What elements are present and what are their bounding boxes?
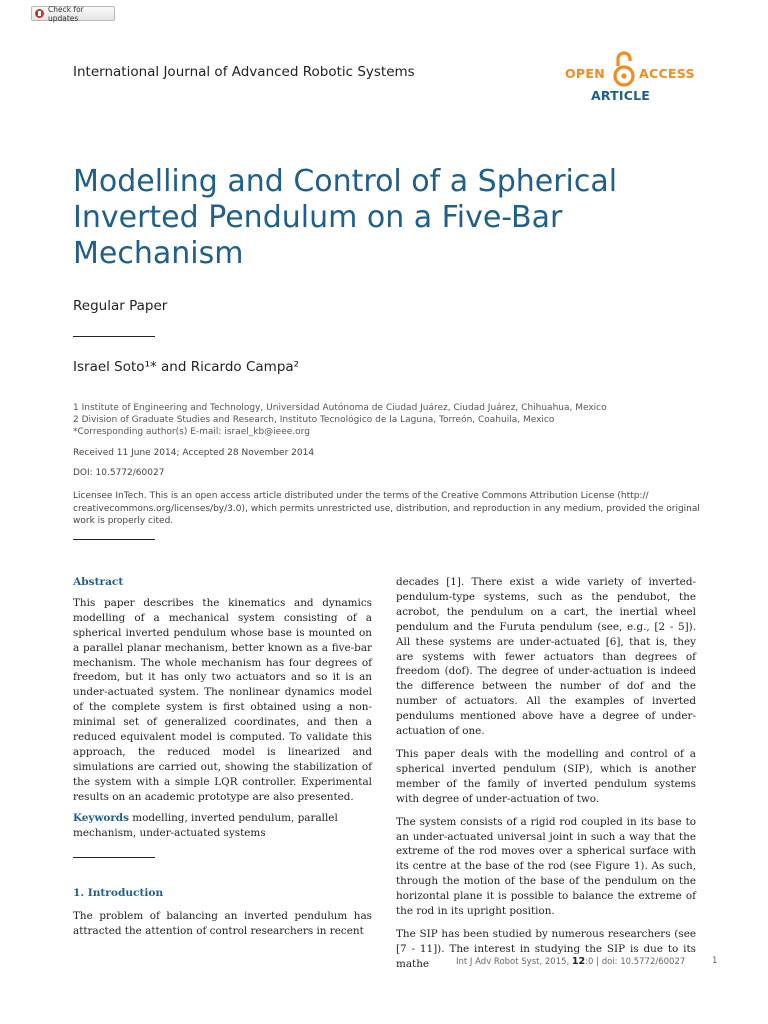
- body-paragraph: The system consists of a rigid rod coupled in its base to an under-actuated universal joint in such a way that the extreme of the rod moves over a spherical surface with its centre at the base of the rod (see Figure 1). As such, through the motion of the base of the pendulum on the horizontal plane it is possible to balance the extreme of the rod in its upright position.: [396, 815, 696, 918]
- body-paragraph: This paper deals with the modelling and control of a spherical inverted pendulum (SIP), which is another member of the family of inverted pendulum systems with degree of under-actuation of two.: [396, 747, 696, 805]
- divider: [73, 539, 155, 540]
- open-label: OPEN: [565, 66, 605, 81]
- doi: DOI: 10.5772/60027: [73, 468, 165, 478]
- divider: [73, 336, 155, 337]
- abstract-heading: Abstract: [73, 576, 124, 588]
- page-number: 1: [712, 956, 718, 966]
- intro-text: The problem of balancing an inverted pendulum has attracted the attention of control researchers in recent: [73, 909, 372, 937]
- abstract-text: This paper describes the kinematics and dynamics modelling of a mechanical system consisting of a spherical inverted pendulum whose base is mounted on a parallel planar mechanism, better known as a five-bar mechanism. The whole mechanism has four degrees of freedom, but it has only two actuators and so it is an under-actuated system. The nonlinear dynamics model of the complete system is first obtained using a non-minimal set of generalized coordinates, and then a reduced equivalent model is computed. To validate this approach, the reduced model is linearized and simulations are carried out, showing the stabilization of the system with a simple LQR controller. Experimental results on an academic prototype are also presented.: [73, 596, 372, 803]
- badge-label: Check for updates: [48, 4, 84, 23]
- footer-volume: 12: [571, 956, 586, 967]
- open-access-logo: [565, 50, 695, 108]
- received-dates: Received 11 June 2014; Accepted 28 November 2014: [73, 448, 315, 458]
- license-text: Licensee InTech. This is an open access article distributed under the terms of the Creative Commons Attribution License (http:// creativecommons.org/licenses/by/3.0), which permits unrestricted use, distribution, and reproduction in any medium, provided the original work is properly cited.: [73, 491, 700, 526]
- journal-name: International Journal of Advanced Robotic Systems: [73, 64, 415, 80]
- article-label: ARTICLE: [591, 88, 650, 103]
- affiliation-1: 1 Institute of Engineering and Technology, Universidad Autónoma de Ciudad Juárez, Ciudad Juárez, Chihuahua, Mexico: [73, 403, 607, 413]
- body-paragraph: decades [1]. There exist a wide variety of inverted-pendulum-type systems, such as the pendubot, the acrobot, the pendulum on a cart, the inertial wheel pendulum and the Furuta pendulum (see, e.g., [2 - 5]). All these systems are under-actuated [6], that is, they are systems with fewer actuators than degrees of freedom (dof). The degree of under-actuation is indeed the difference between the number of dof and the number of actuators. All the examples of inverted pendulums mentioned above have a degree of under-actuation of one.: [396, 576, 696, 738]
- intro-column: [73, 886, 372, 939]
- affiliation-2: 2 Division of Graduate Studies and Research, Instituto Tecnológico de la Laguna, Torreón, Coahuila, Mexico: [73, 415, 555, 425]
- open-access-lock-icon: [612, 50, 636, 88]
- title-line: Inverted Pendulum on a Five-Bar: [73, 200, 563, 235]
- authors: Israel Soto¹* and Ricardo Campa²: [73, 359, 300, 375]
- check-for-updates-badge[interactable]: [31, 6, 115, 21]
- corresponding-author: *Corresponding author(s) E-mail: israel_kb@ieee.org: [73, 427, 310, 437]
- keywords-label: Keywords: [73, 811, 129, 824]
- left-column: [73, 575, 372, 840]
- title-line: Modelling and Control of a Spherical: [73, 164, 618, 199]
- introduction-heading: 1. Introduction: [73, 887, 164, 899]
- footer-citation: [456, 956, 685, 967]
- update-icon: [35, 9, 44, 18]
- keywords: [73, 811, 372, 841]
- keywords-text: modelling, inverted pendulum, parallel mechanism, under-actuated systems: [73, 811, 338, 839]
- footer-citation-left: Int J Adv Robot Syst, 2015,: [456, 957, 572, 967]
- divider: [73, 857, 155, 858]
- access-label: ACCESS: [639, 66, 695, 81]
- paper-type: Regular Paper: [73, 298, 168, 314]
- right-column: [396, 575, 696, 972]
- footer-citation-right: :0 | doi: 10.5772/60027: [585, 957, 686, 967]
- title-line: Mechanism: [73, 236, 244, 271]
- paper-title: [73, 164, 673, 272]
- body-paragraph: The SIP has been studied by numerous researchers (see [7 - 11]). The interest in studying the SIP is due to its mathe: [396, 927, 696, 970]
